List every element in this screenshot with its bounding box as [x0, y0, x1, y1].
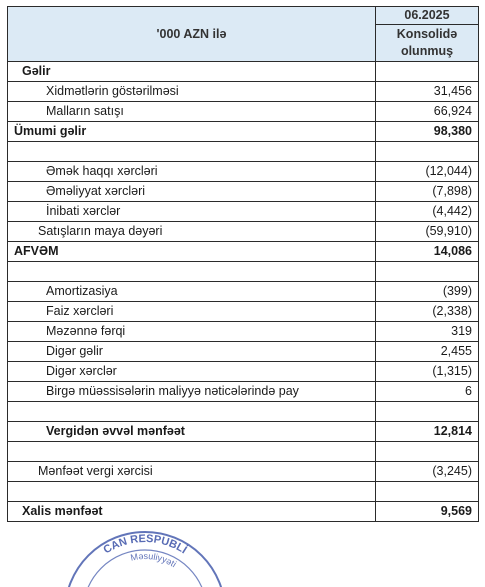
row-label: Ümumi gəlir [8, 122, 376, 142]
table-row [8, 422, 479, 442]
row-label: Xidmətlərin göstərilməsi [8, 82, 376, 102]
blank-row [8, 142, 479, 162]
row-label: Məzənnə fərqi [8, 322, 376, 342]
svg-text:Məsuliyyəti: Məsuliyyəti [129, 550, 179, 570]
row-label: Birgə müəssisələrin maliyyə nəticələrində pay [8, 382, 376, 402]
row-label: Mənfəət vergi xərcisi [8, 462, 376, 482]
row-value: (7,898) [376, 182, 479, 202]
table-row [8, 222, 479, 242]
row-label: Digər xərclər [8, 362, 376, 382]
row-label: İnibati xərclər [8, 202, 376, 222]
row-value: 6 [376, 382, 479, 402]
table-row [8, 462, 479, 482]
row-value: 9,569 [376, 502, 479, 522]
income-statement-table [7, 6, 479, 522]
row-value: 31,456 [376, 82, 479, 102]
blank-row [8, 402, 479, 422]
table-row [8, 302, 479, 322]
row-value [376, 62, 479, 82]
units-label: '000 AZN ilə [8, 7, 376, 62]
table-row [8, 82, 479, 102]
header-row [8, 7, 479, 25]
row-value: (3,245) [376, 462, 479, 482]
svg-text:CAN RESPUBLİ: CAN RESPUBLİ [101, 532, 189, 557]
table-row [8, 242, 479, 262]
basis-line1: Konsolidə [396, 27, 458, 41]
period-header: 06.2025 [376, 7, 479, 25]
table-row [8, 182, 479, 202]
table-row [8, 342, 479, 362]
table-row [8, 382, 479, 402]
table-row [8, 102, 479, 122]
row-label: Xalis mənfəət [8, 502, 376, 522]
row-value: 12,814 [376, 422, 479, 442]
row-value: (4,442) [376, 202, 479, 222]
table-row [8, 62, 479, 82]
basis-line2: olunmuş [400, 44, 454, 58]
row-label: Digər gəlir [8, 342, 376, 362]
row-value: (59,910) [376, 222, 479, 242]
row-label: Faiz xərcləri [8, 302, 376, 322]
blank-row [8, 262, 479, 282]
blank-row [8, 442, 479, 462]
basis-header [376, 25, 479, 62]
row-value: (2,338) [376, 302, 479, 322]
table-row [8, 122, 479, 142]
row-value: (12,044) [376, 162, 479, 182]
row-label: Amortizasiya [8, 282, 376, 302]
row-value: 14,086 [376, 242, 479, 262]
row-value: 2,455 [376, 342, 479, 362]
table-row [8, 282, 479, 302]
row-label: Əmək haqqı xərcləri [8, 162, 376, 182]
row-value: 319 [376, 322, 479, 342]
row-label: Gəlir [8, 62, 376, 82]
table-row [8, 362, 479, 382]
row-label: Əməliyyat xərcləri [8, 182, 376, 202]
row-label: Malların satışı [8, 102, 376, 122]
row-label: AFVƏM [8, 242, 376, 262]
row-label: Vergidən əvvəl mənfəət [8, 422, 376, 442]
table-row [8, 502, 479, 522]
row-value: 66,924 [376, 102, 479, 122]
table-row [8, 322, 479, 342]
row-value: (1,315) [376, 362, 479, 382]
table-row [8, 162, 479, 182]
row-value: (399) [376, 282, 479, 302]
table-row [8, 202, 479, 222]
row-value: 98,380 [376, 122, 479, 142]
blank-row [8, 482, 479, 502]
company-stamp [60, 517, 230, 587]
row-label: Satışların maya dəyəri [8, 222, 376, 242]
